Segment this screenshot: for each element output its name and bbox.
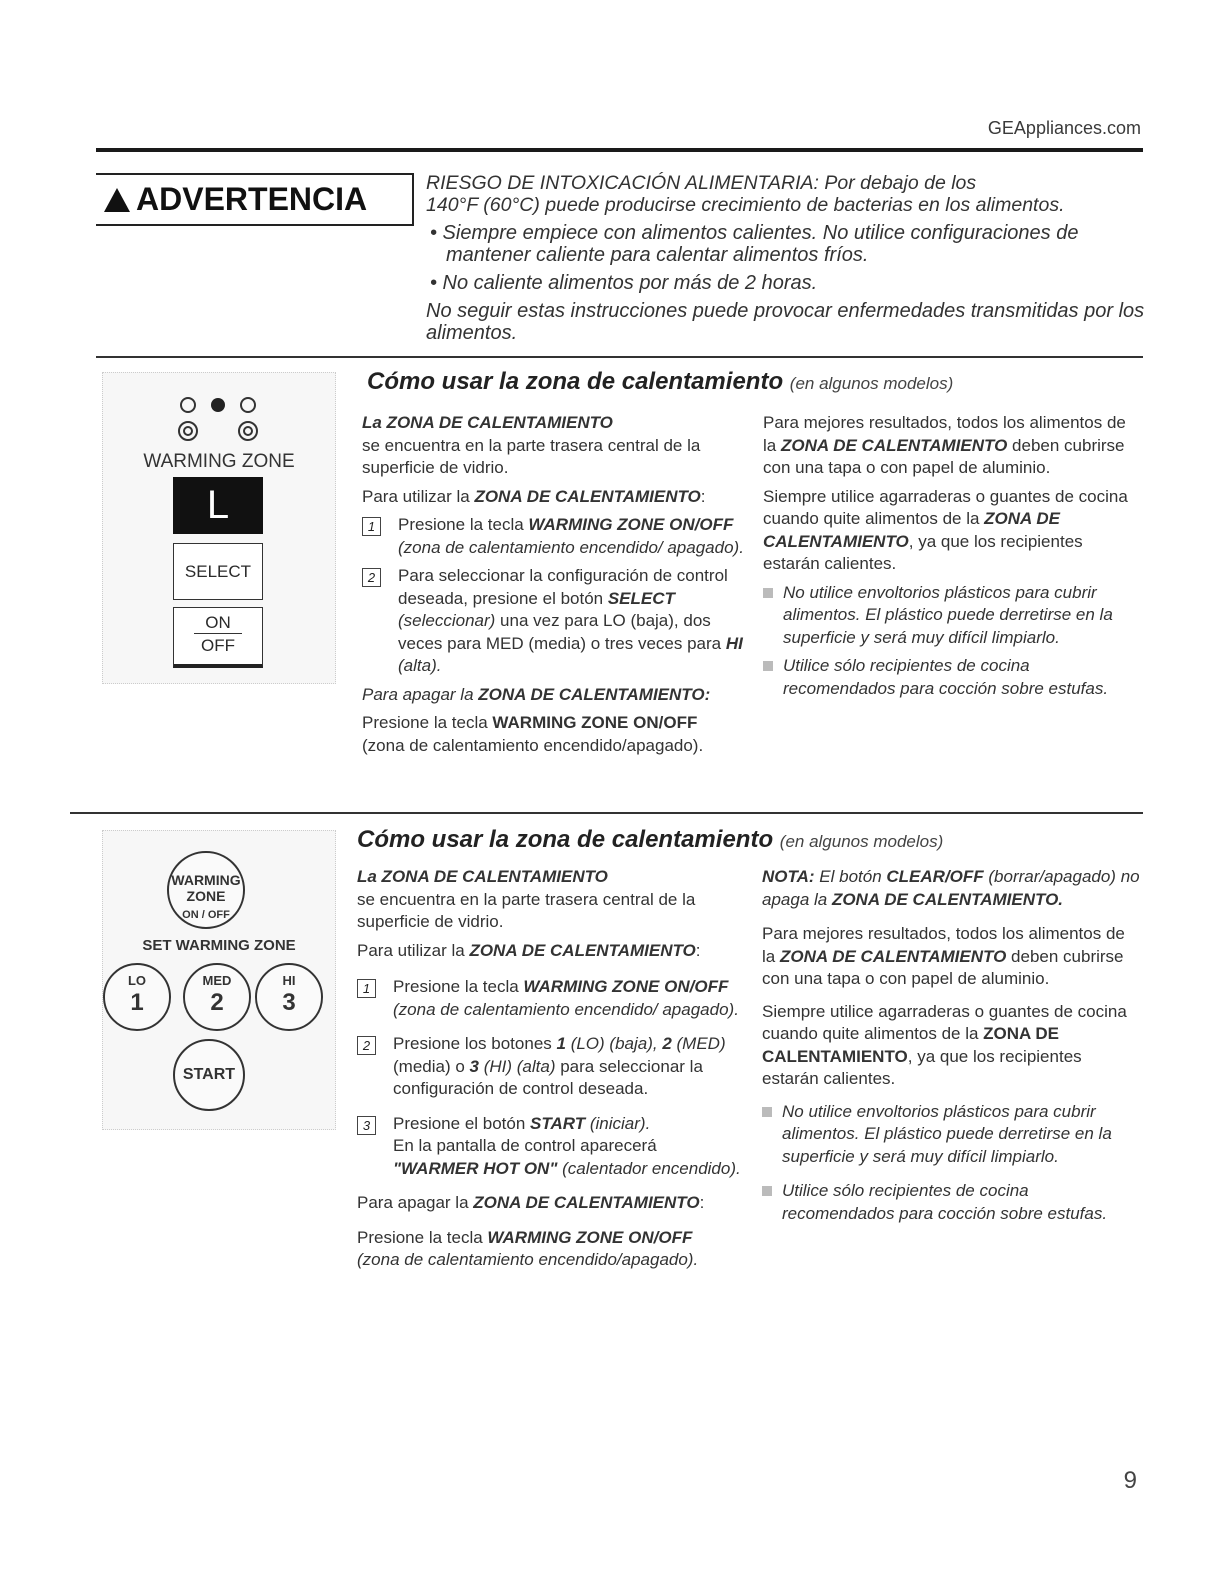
s2-step2-a: Presione los botones: [393, 1034, 557, 1053]
warning-line-1: RIESGO DE INTOXICACIÓN ALIMENTARIA: Por debajo de los: [426, 172, 977, 194]
step-number-box: 3: [357, 1116, 376, 1135]
warning-closing: No seguir estas instrucciones puede provocar enfermedades transmitidas por los alimentos.: [426, 300, 1145, 344]
s2-p1-c: deben cubrirse con una tapa o con papel de aluminio.: [762, 946, 1124, 988]
s2-off-text-b: WARMING ZONE ON/OFF: [487, 1227, 693, 1247]
select-button[interactable]: SELECT: [173, 543, 263, 600]
section2-title-text: Cómo usar la zona de calentamiento: [357, 826, 774, 853]
s2-step3-a: Presione el botón: [393, 1113, 531, 1133]
warning-text: [426, 172, 1146, 344]
s2-nota-b: El botón: [814, 867, 887, 886]
section2-right-column: [762, 866, 1142, 1231]
s2-step2-i: para seleccionar la configuración de control deseada.: [393, 1056, 703, 1098]
s1-off-text-b: WARMING ZONE ON/OFF: [492, 713, 698, 732]
s2-step2-g: 3: [469, 1056, 479, 1076]
s2-step1-a: Presione la tecla: [393, 977, 524, 996]
note-bullet-icon: [763, 588, 773, 598]
warming-zone-label: WARMING ZONE: [143, 451, 295, 472]
s1-step2-d: una vez para LO (baja), dos veces para MED (media) o tres veces para: [398, 611, 726, 653]
s2-step3-f: (calentador encendido).: [557, 1158, 741, 1178]
s2-step2-b: 1: [556, 1034, 566, 1053]
s2-p2-c: , ya que los recipientes estarán calientes.: [762, 1046, 1082, 1088]
s1-note-1: [763, 582, 1143, 650]
s2-p2-a: Siempre utilice agarraderas o guantes de cocina cuando quite alimentos de la: [762, 1001, 1127, 1043]
s2-nota-e: ZONA DE CALENTAMIENTO.: [831, 889, 1064, 909]
start-button[interactable]: START: [173, 1039, 245, 1111]
step-number-box: 2: [362, 568, 381, 587]
warming-bottom-label: ZONE: [186, 888, 226, 904]
s1-step2-e: HI: [725, 633, 743, 653]
s1-p2-c: , ya que los recipientes estarán calientes.: [763, 531, 1083, 573]
s1-step1-a: Presione la tecla: [398, 515, 529, 534]
s2-step-3: [357, 1113, 742, 1181]
s2-step-1: [357, 976, 742, 1021]
section1-rule: [96, 356, 1143, 358]
s1-p2-a: Siempre utilice agarraderas o guantes de cocina cuando quite alimentos de la: [763, 486, 1128, 528]
s1-p1-c: deben cubrirse con una tapa o con papel de aluminio.: [763, 435, 1125, 477]
warning-bullet-1: • Siempre empiece con alimentos calientes. No utilice configuraciones de mantener caliente para calentar alimentos fríos.: [430, 222, 1079, 266]
step-number-box: 1: [362, 517, 381, 536]
s2-step2-e: (MED): [671, 1034, 726, 1053]
s2-step2-f: (media) o: [393, 1056, 470, 1076]
s1-step-2: [362, 565, 747, 678]
med-button[interactable]: [183, 963, 251, 1031]
s1-use-suffix: :: [700, 486, 706, 506]
hi-button[interactable]: [255, 963, 323, 1031]
section2-rule: [70, 812, 1143, 814]
section1-title-text: Cómo usar la zona de calentamiento: [367, 368, 784, 395]
s1-step2-a: Para seleccionar la configuración de control deseada, presione el botón: [398, 566, 728, 608]
s1-p2-b: ZONA DE CALENTAMIENTO: [763, 509, 1061, 551]
set-warming-zone-label: SET WARMING ZONE: [142, 937, 296, 954]
s1-intro-title: La ZONA DE CALENTAMIENTO: [362, 413, 613, 432]
warning-triangle-icon: [104, 188, 130, 212]
s1-off-bold: ZONA DE CALENTAMIENTO:: [478, 684, 711, 704]
warning-line-2: 140°F (60°C) puede producirse crecimiento de bacterias en los alimentos.: [426, 194, 1065, 216]
s2-off-text-c: (zona de calentamiento encendido/apagado).: [357, 1250, 699, 1269]
med-number: 2: [210, 989, 224, 1016]
s1-off-text-a: Presione la tecla: [362, 713, 493, 732]
step-number-box: 1: [357, 979, 376, 998]
off-label: OFF: [201, 636, 235, 655]
s2-step2-c: (LO) (baja),: [565, 1034, 663, 1053]
s2-step3-c: (iniciar).: [585, 1113, 651, 1133]
s2-intro-text: se encuentra en la parte trasera central de la superficie de vidrio.: [357, 889, 696, 931]
s2-step3-e: "WARMER HOT ON": [393, 1158, 558, 1178]
lo-number: 1: [130, 989, 144, 1016]
s2-step3-b: START: [530, 1113, 586, 1133]
warning-label: ADVERTENCIA: [136, 181, 368, 217]
s1-note-2: [763, 655, 1143, 700]
s2-note-1: [762, 1101, 1142, 1169]
hi-label: HI: [282, 973, 296, 988]
header-rule: [96, 148, 1143, 152]
step-number-box: 2: [357, 1036, 376, 1055]
s1-step-1: [362, 514, 747, 559]
med-label: MED: [202, 973, 232, 988]
on-label: ON: [194, 608, 242, 634]
s1-step2-c: (seleccionar): [398, 611, 496, 630]
s1-step1-b: WARMING ZONE ON/OFF: [528, 515, 734, 534]
s2-step3-d: En la pantalla de control aparecerá: [393, 1136, 657, 1155]
page-number: 9: [1123, 1467, 1137, 1494]
s2-step1-c: (zona de calentamiento encendido/ apagado).: [393, 999, 739, 1019]
s1-step2-b: SELECT: [607, 588, 675, 608]
s1-note2-text: Utilice sólo recipientes de cocina recomendados para cocción sobre estufas.: [783, 656, 1109, 698]
s1-note1-text: No utilice envoltorios plásticos para cubrir alimentos. El plástico puede derretirse en la superficie y será muy difícil limpiarlo.: [783, 582, 1113, 647]
warming-zone-panel-2: [102, 830, 336, 1130]
warning-label-box: [96, 173, 414, 226]
s2-nota-d: (borrar/apagado) no apaga la: [762, 867, 1140, 909]
on-off-button[interactable]: [173, 607, 263, 668]
s2-off-text-a: Presione la tecla: [357, 1227, 488, 1247]
s2-p1-b: ZONA DE CALENTAMIENTO: [779, 946, 1007, 966]
hi-number: 3: [282, 989, 296, 1016]
s2-intro-title: La ZONA DE CALENTAMIENTO: [357, 867, 608, 886]
lo-button[interactable]: [103, 963, 171, 1031]
s2-step1-b: WARMING ZONE ON/OFF: [523, 977, 729, 996]
warming-zone-panel-1: [102, 372, 336, 684]
s2-note-2: [762, 1180, 1142, 1225]
s1-off-text-c: (zona de calentamiento encendido/apagado).: [362, 735, 704, 755]
s1-p1-a: Para mejores resultados, todos los alimentos de la: [763, 413, 1126, 455]
s2-off-bold: ZONA DE CALENTAMIENTO: [473, 1193, 700, 1212]
s2-nota-a: NOTA:: [762, 867, 815, 886]
warming-top-label: WARMING: [171, 872, 241, 888]
note-bullet-icon: [763, 661, 773, 671]
site-url: GEAppliances.com: [987, 118, 1141, 138]
s1-intro-text: se encuentra en la parte trasera central de la superficie de vidrio.: [362, 435, 701, 477]
s2-step2-d: 2: [662, 1034, 672, 1053]
s1-step2-f: (alta).: [398, 656, 442, 675]
section1-title-sub: (en algunos modelos): [789, 374, 954, 393]
section2-title-sub: (en algunos modelos): [779, 832, 944, 851]
warming-zone-display: L: [173, 477, 263, 534]
warning-bullet-2: • No caliente alimentos por más de 2 horas.: [430, 272, 818, 294]
s2-use-prefix: Para utilizar la: [357, 940, 470, 960]
section1-left-column: [362, 412, 747, 763]
s2-step-2: [357, 1033, 742, 1101]
s1-p1-b: ZONA DE CALENTAMIENTO: [780, 435, 1008, 455]
note-bullet-icon: [762, 1107, 772, 1117]
section2-title: [357, 826, 943, 854]
s2-p2-b: ZONA DE CALENTAMIENTO: [762, 1024, 1060, 1066]
s2-p1-a: Para mejores resultados, todos los alimentos de la: [762, 924, 1125, 966]
s2-off-prefix: Para apagar la: [357, 1193, 474, 1212]
s2-note1-text: No utilice envoltorios plásticos para cubrir alimentos. El plástico puede derretirse en la superficie y será muy difícil limpiarlo.: [782, 1101, 1112, 1166]
note-bullet-icon: [762, 1186, 772, 1196]
onoff-label: ON / OFF: [182, 909, 230, 921]
s1-use-bold: ZONA DE CALENTAMIENTO: [474, 486, 701, 506]
s2-nota-c: CLEAR/OFF: [886, 867, 984, 886]
burner-layout-icon: [178, 395, 258, 447]
section1-right-column: [763, 412, 1143, 706]
section1-title: [367, 368, 953, 396]
s2-step2-h: (HI) (alta): [479, 1056, 556, 1076]
s1-step1-c: (zona de calentamiento encendido/ apagado).: [398, 537, 744, 557]
s1-use-prefix: Para utilizar la: [362, 486, 475, 506]
s2-use-suffix: :: [695, 940, 701, 960]
s2-off-suffix: :: [699, 1193, 705, 1212]
s2-use-bold: ZONA DE CALENTAMIENTO: [469, 940, 696, 960]
s2-note2-text: Utilice sólo recipientes de cocina recomendados para cocción sobre estufas.: [782, 1181, 1108, 1223]
s1-off-prefix: Para apagar la: [362, 684, 479, 704]
section2-left-column: [357, 866, 742, 1278]
lo-label: LO: [127, 973, 147, 988]
